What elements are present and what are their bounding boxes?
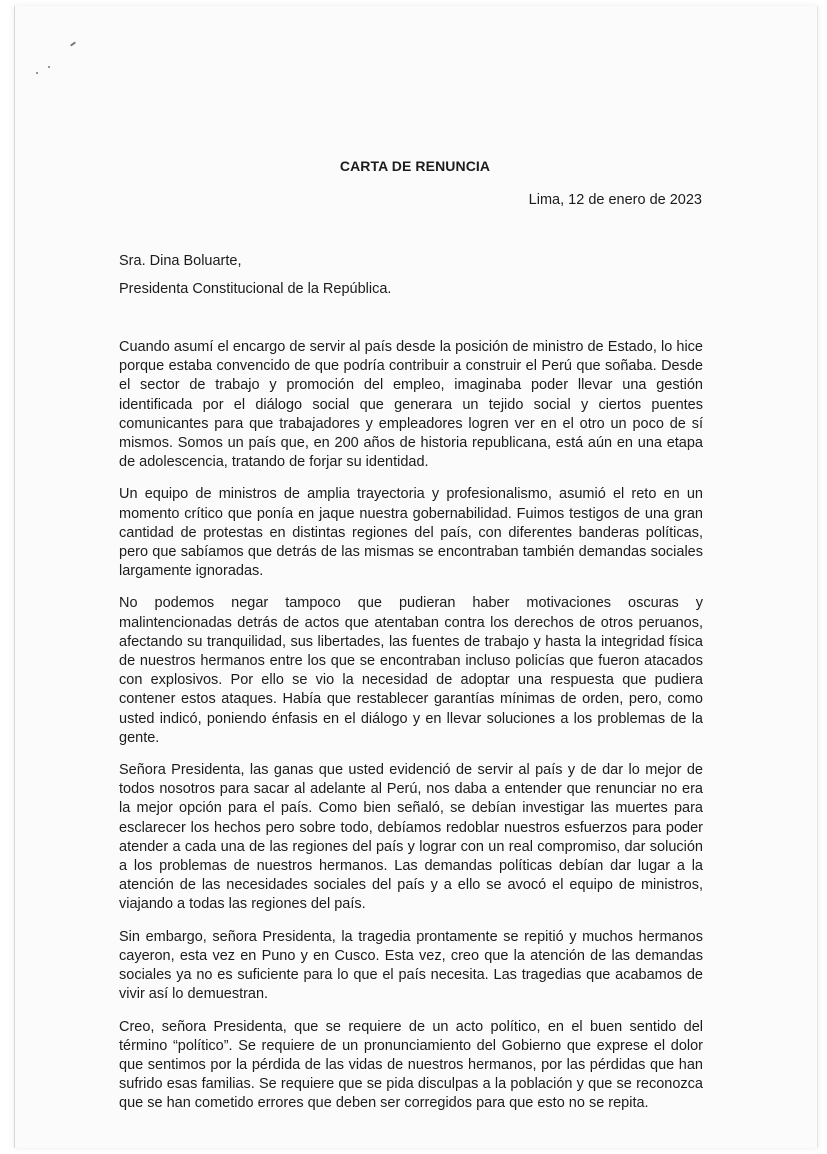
letter-date: Lima, 12 de enero de 2023	[528, 192, 702, 208]
body-paragraph: Señora Presidenta, las ganas que usted evidenció de servir al país y de dar lo mejor de todos nosotros para sacar al adelante al Perú, nos daba a entender que renunciar no era la mejor opción para el país. Como bien señaló, se debían investigar las muertes para esclarecer los hechos pero sobre todo, debíamos redoblar nuestros esfuerzos para poder atender a cada una de las regiones del país y lograr con un real compromiso, dar solución a los problemas de nuestros hermanos. Las demandas políticas debían dar lugar a la atención de las necesidades sociales del país y a ello se avocó el equipo de ministros, viajando a todas las regiones del país.	[119, 762, 703, 913]
body-paragraph: Creo, señora Presidenta, que se requiere de un acto político, en el buen sentido del término “político”. Se requiere de un pronunciamiento del Gobierno que exprese el dolor que sentimos por la pérdida de las vidas de nuestros hermanos, por las pérdidas que han sufrido esas familias. Se requiere que se pida disculpas a la población y que se reconozca que se han cometido errores que deben ser corregidos para que esto no se repita.	[119, 1018, 703, 1112]
letter-title: CARTA DE RENUNCIA	[339, 158, 491, 174]
body-paragraph: Sin embargo, señora Presidenta, la tragedia prontamente se repitió y muchos hermanos cayeron, esta vez en Puno y en Cusco. Esta vez, creo que la atención de las demandas sociales ya no es suficiente para lo que el país necesita. Las tragedias que acabamos de vivir así lo demuestran.	[119, 928, 703, 1003]
scan-mark	[48, 66, 50, 68]
letter-body	[119, 338, 703, 1127]
salutation: Sra. Dina Boluarte,	[119, 253, 242, 269]
scan-mark	[36, 72, 38, 74]
body-paragraph: Un equipo de ministros de amplia trayectoria y profesionalismo, asumió el reto en un momento crítico que ponía en jaque nuestra gobernabilidad. Fuimos testigos de una gran cantidad de protestas en distintas regiones del país, con diferentes banderas políticas, pero que sabíamos que detrás de las mismas se encontraban también demandas sociales largamente ignoradas.	[119, 486, 703, 580]
recipient-title: Presidenta Constitucional de la República.	[119, 281, 392, 297]
letter-paper	[14, 6, 818, 1148]
scan-mark	[70, 41, 76, 46]
body-paragraph: No podemos negar tampoco que pudieran haber motivaciones oscuras y malintencionadas detrás de actos que atentaban contra los derechos de otros peruanos, afectando su tranquilidad, sus libertades, las fuentes de trabajo y hasta la integridad física de nuestros hermanos entre los que se encontraban incluso policías que fueron atacados con explosivos. Por ello se vio la necesidad de adoptar una respuesta que pudiera contener estos ataques. Había que restablecer garantías mínimas de orden, pero, como usted indicó, poniendo énfasis en el diálogo y en llevar soluciones a los problemas de la gente.	[119, 595, 703, 746]
body-paragraph: Cuando asumí el encargo de servir al país desde la posición de ministro de Estado, lo hice porque estaba convencido de que podría contribuir a construir el Perú que soñaba. Desde el sector de trabajo y promoción del empleo, imaginaba poder llevar una gestión identificada por el diálogo social que generara un tejido social y ciertos puentes comunicantes para que trabajadores y empleadores logren ver en el otro un poco de sí mismos. Somos un país que, en 200 años de historia republicana, está aún en una etapa de adolescencia, tratando de forjar su identidad.	[119, 339, 703, 471]
